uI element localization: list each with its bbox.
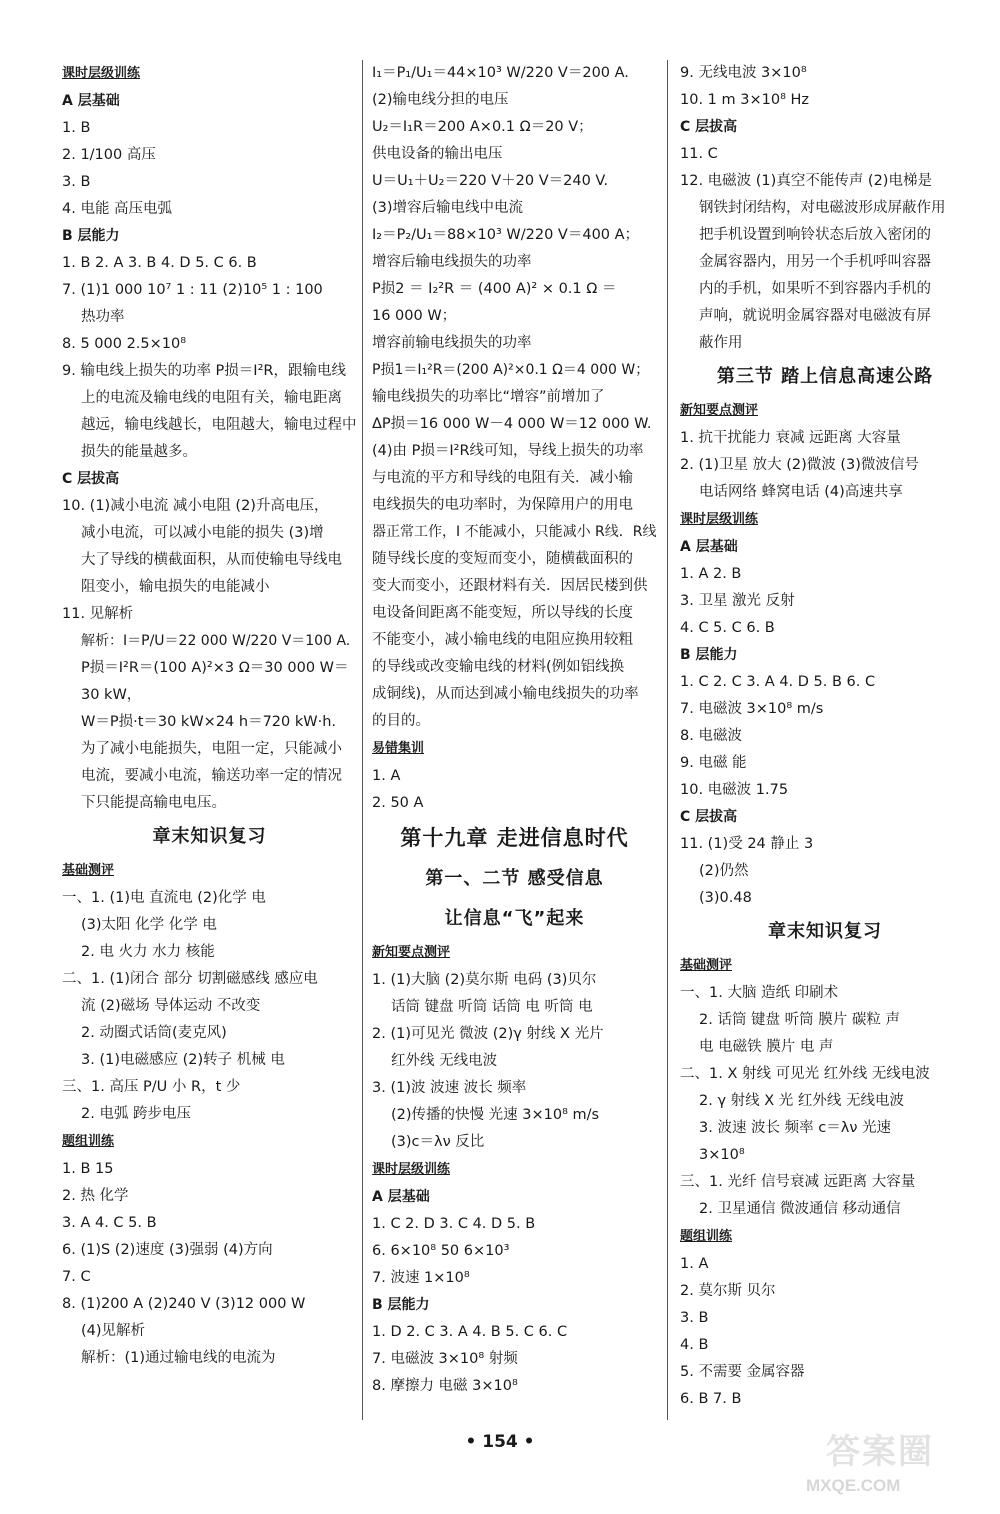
answer-line: 7. (1)1 000 10⁷ 1 : 11 (2)10⁵ 1 : 100 [62,282,323,298]
answer-line: 1. D 2. C 3. A 4. B 5. C 6. C [372,1324,568,1340]
answer-line: 9. 电磁 能 [680,755,747,771]
answer-line-continued: (4)见解析 [81,1323,146,1339]
answer-line: 5. 不需要 金属容器 [680,1364,805,1380]
section-label: 课时层级训练 [62,66,141,81]
answer-line: 11. 见解析 [62,606,134,622]
section-label: 易错集训 [372,741,425,756]
answer-line: 一、1. (1)电 直流电 (2)化学 电 [62,890,266,906]
answer-line-continued: 蔽作用 [699,335,743,351]
answer-line: 6. B 7. B [680,1391,742,1407]
answer-line: 1. B [62,120,91,136]
answer-line-continued: 电 电磁铁 膜片 电 声 [699,1039,834,1055]
answer-line-continued: 减小电流，可以减小电能的损失 (3)增 [81,525,324,541]
answer-line: 不能变小，减小输电线的电阻应换用较粗 [372,632,633,648]
answer-line: 11. C [680,146,718,162]
level-heading: C 层拔高 [680,119,738,135]
answer-line-continued: 阻变小，输电损失的电能减小 [81,579,270,595]
section-label: 课时层级训练 [680,512,759,527]
answer-line: 随导线长度的变短而变小，随横截面积的 [372,551,633,567]
watermark-logo [796,1424,986,1504]
answer-line-continued: 把手机设置到响铃状态后放入密闭的 [699,227,931,243]
column-left [62,60,357,1372]
answer-line: 增容前输电线损失的功率 [372,335,532,351]
answer-line: 12. 电磁波 (1)真空不能传声 (2)电梯是 [680,173,932,189]
answer-line: 1. (1)大脑 (2)莫尔斯 电码 (3)贝尔 [372,972,597,988]
answer-line: 2. 1/100 高压 [62,147,156,163]
answer-line: (4)由 P损＝I²R线可知，导线上损失的功率 [372,443,644,459]
answer-line: 7. 波速 1×10⁸ [372,1270,470,1286]
answer-line: 输电线损失的功率比“增容”前增加了 [372,389,605,405]
answer-line-continued: 金属容器内，用另一个手机呼叫容器 [699,254,931,270]
page-number: • 154 • [465,1432,535,1452]
answer-line: (2)输电线分担的电压 [372,92,509,108]
answer-line-continued: 30 kW， [81,687,142,703]
answer-line: 1. A [680,1256,709,1272]
answer-line-continued: 电话网络 蜂窝电话 (4)高速共享 [699,484,903,500]
section-label: 新知要点测评 [372,945,451,960]
answer-line-continued: 钢铁封闭结构，对电磁波形成屏蔽作用 [699,200,946,216]
section-title: 章末知识复习 [768,921,882,942]
answer-line: 11. (1)受 24 静止 3 [680,836,814,852]
column-divider-left [362,60,363,1420]
answer-line: 电设备间距离不能变短，所以导线的长度 [372,605,633,621]
answer-line: 2. 热 化学 [62,1188,129,1204]
answer-line: 1. B 15 [62,1161,114,1177]
section-label: 题组训练 [680,1229,733,1244]
answer-line-continued: (2)仍然 [699,863,749,879]
answer-line: 3. B [62,174,91,190]
level-heading: A 层基础 [62,93,120,109]
answer-line: (3)增容后输电线中电流 [372,200,524,216]
level-heading: C 层拔高 [680,809,738,825]
column-right [680,60,970,1413]
answer-line: 9. 输电线上损失的功率 P损＝I²R，跟输电线 [62,363,346,379]
answer-line: 1. B 2. A 3. B 4. D 5. C 6. B [62,255,257,271]
answer-line-continued: 电流，要减小电流，输送功率一定的情况 [81,768,342,784]
answer-line: 8. 电磁波 [680,728,742,744]
section-label: 新知要点测评 [680,403,759,418]
answer-line: 电线损失的电功率时，为保障用户的用电 [372,497,633,513]
section-label: 课时层级训练 [372,1162,451,1177]
answer-line: 供电设备的输出电压 [372,146,503,162]
answer-line: I₂＝P₂/U₁＝88×10³ W/220 V＝400 A； [372,227,640,243]
section-label: 基础测评 [680,958,733,973]
answer-line: 器正常工作，I 不能减小，只能减小 R线．R线 [372,524,657,540]
level-heading: A 层基础 [680,539,738,555]
answer-line: 7. 电磁波 3×10⁸ m/s [680,701,824,717]
watermark-brand: 答案圈 [826,1432,934,1472]
answer-line-continued: 解析：I＝P/U＝22 000 W/220 V＝100 A. [81,633,351,649]
answer-line-continued: 上的电流及输电线的电阻有关，输电距离 [81,390,342,406]
answer-line-continued: 2. 电 火力 水力 核能 [81,944,215,960]
answer-line: 2. 莫尔斯 贝尔 [680,1283,776,1299]
section-label: 基础测评 [62,863,115,878]
answer-line: 7. 电磁波 3×10⁸ 射频 [372,1351,518,1367]
section-title: 第三节 踏上信息高速公路 [716,366,934,387]
answer-line: 二、1. (1)闭合 部分 切割磁感线 感应电 [62,971,318,987]
level-heading: B 层能力 [680,647,738,663]
level-heading: B 层能力 [62,228,120,244]
answer-line: 3. A 4. C 5. B [62,1215,157,1231]
answer-line-continued: 2. 卫星通信 微波通信 移动通信 [699,1201,901,1217]
answer-line-continued: 为了减小电能损失，电阻一定，只能减小 [81,741,342,757]
answer-line: 16 000 W； [372,308,457,324]
answer-line: I₁＝P₁/U₁＝44×10³ W/220 V＝200 A. [372,65,629,81]
answer-line-continued: 越远，输电线越长，电阻越大，输电过程中 [81,417,357,433]
level-heading: B 层能力 [372,1297,430,1313]
answer-line-continued: 热功率 [81,309,125,325]
answer-line: U＝U₁＋U₂＝220 V＋20 V＝240 V. [372,173,609,189]
answer-line: 6. 6×10⁸ 50 6×10³ [372,1243,510,1259]
answer-line: 增容后输电线损失的功率 [372,254,532,270]
level-heading: A 层基础 [372,1189,430,1205]
watermark-url: MXQE.COM [806,1476,901,1495]
answer-line-continued: 3. (1)电磁感应 (2)转子 机械 电 [81,1052,285,1068]
answer-line: P损2 ＝ I₂²R ＝ (400 A)² × 0.1 Ω ＝ [372,281,617,297]
answer-line: 3. 卫星 激光 反射 [680,593,795,609]
answer-line: 4. 电能 高压电弧 [62,201,173,217]
answer-line-continued: (2)传播的快慢 光速 3×10⁸ m/s [391,1107,600,1123]
answer-line: 1. C 2. D 3. C 4. D 5. B [372,1216,536,1232]
answer-line: 与电流的平方和导线的电阻有关．减小输 [372,470,633,486]
answer-line: 3. B [680,1310,709,1326]
answer-line: 10. 电磁波 1.75 [680,782,789,798]
section-label: 题组训练 [62,1134,115,1149]
answer-line: 三、1. 高压 P/U 小 R，t 少 [62,1079,241,1095]
answer-line-continued: 3×10⁸ [699,1147,745,1163]
answer-line-continued: 2. 话筒 键盘 听筒 膜片 碳粒 声 [699,1012,900,1028]
answer-line: 8. 摩擦力 电磁 3×10⁸ [372,1378,518,1394]
answer-line: 2. (1)卫星 放大 (2)微波 (3)微波信号 [680,457,919,473]
answer-line: ΔP损＝16 000 W－4 000 W＝12 000 W. [372,416,652,432]
answer-line: 3. (1)波 波速 波长 频率 [372,1080,527,1096]
answer-line: 二、1. X 射线 可见光 红外线 无线电波 [680,1066,930,1082]
chapter-title: 第十九章 走进信息时代 [400,826,629,850]
answer-line: 的导线或改变输电线的材料(例如铝线换 [372,659,625,675]
section-title: 章末知识复习 [152,826,267,847]
answer-line: 2. 50 A [372,795,424,811]
answer-line: 的目的。 [372,713,430,729]
answer-line-continued: W＝P损·t＝30 kW×24 h＝720 kW·h. [81,714,336,730]
column-middle [372,60,657,1400]
answer-line: 2. (1)可见光 微波 (2)γ 射线 X 光片 [372,1026,604,1042]
answer-line-continued: 解析：(1)通过输电线的电流为 [81,1350,276,1366]
answer-line: 8. 5 000 2.5×10⁸ [62,336,187,352]
answer-line: 1. A [372,768,401,784]
answer-line-continued: (3)c＝λν 反比 [391,1134,485,1150]
answer-line-continued: (3)0.48 [699,890,752,906]
answer-line-continued: 话筒 键盘 听筒 话筒 电 听筒 电 [391,999,593,1015]
answer-line: 1. A 2. B [680,566,742,582]
answer-line: 8. (1)200 A (2)240 V (3)12 000 W [62,1296,306,1312]
answer-line: 10. 1 m 3×10⁸ Hz [680,92,809,108]
answer-line-continued: 损失的能量越多。 [81,444,197,460]
answer-line-continued: 2. 电弧 跨步电压 [81,1106,192,1122]
answer-line: 一、1. 大脑 造纸 印刷术 [680,985,839,1001]
answer-line: U₂＝I₁R＝200 A×0.1 Ω＝20 V； [372,119,593,135]
answer-line: 7. C [62,1269,91,1285]
answer-line-continued: 流 (2)磁场 导体运动 不改变 [81,998,261,1014]
answer-line: 6. (1)S (2)速度 (3)强弱 (4)方向 [62,1242,273,1258]
answer-line: 9. 无线电波 3×10⁸ [680,65,807,81]
answer-line-continued: 红外线 无线电波 [391,1053,498,1069]
column-divider-right [667,60,668,1420]
answer-line: 三、1. 光纤 信号衰减 远距离 大容量 [680,1174,916,1190]
answer-line-continued: 下只能提高输电电压。 [81,795,226,811]
answer-line: 1. C 2. C 3. A 4. D 5. B 6. C [680,674,876,690]
level-heading: C 层拔高 [62,471,120,487]
answer-line-continued: P损＝I²R＝(100 A)²×3 Ω＝30 000 W＝ [81,660,349,676]
answer-line: 4. C 5. C 6. B [680,620,775,636]
answer-line: 变大而变小，还跟材料有关．因居民楼到供 [372,578,648,594]
answer-line: 1. 抗干扰能力 衰减 远距离 大容量 [680,430,901,446]
answer-line-continued: (3)太阳 化学 化学 电 [81,917,217,933]
section-title: 第一、二节 感受信息 [425,868,604,889]
answer-line-continued: 3. 波速 波长 频率 c＝λν 光速 [699,1120,892,1136]
answer-line: 4. B [680,1337,709,1353]
answer-line-continued: 2. γ 射线 X 光 红外线 无线电波 [699,1093,905,1109]
answer-line-continued: 大了导线的横截面积，从而使输电导线电 [81,552,342,568]
answer-line-continued: 内的手机，如果听不到容器内手机的 [699,281,931,297]
answer-line: 成铜线)，从而达到减小输电线损失的功率 [372,686,639,702]
section-title: 让信息“飞”起来 [444,908,585,929]
answer-line: 10. (1)减小电流 减小电阻 (2)升高电压， [62,498,329,514]
answer-line-continued: 2. 动圈式话筒(麦克风) [81,1025,227,1041]
answer-line: P损1＝I₁²R＝(200 A)²×0.1 Ω＝4 000 W； [372,362,650,378]
answer-line-continued: 声响，就说明金属容器对电磁波有屏 [699,308,931,324]
